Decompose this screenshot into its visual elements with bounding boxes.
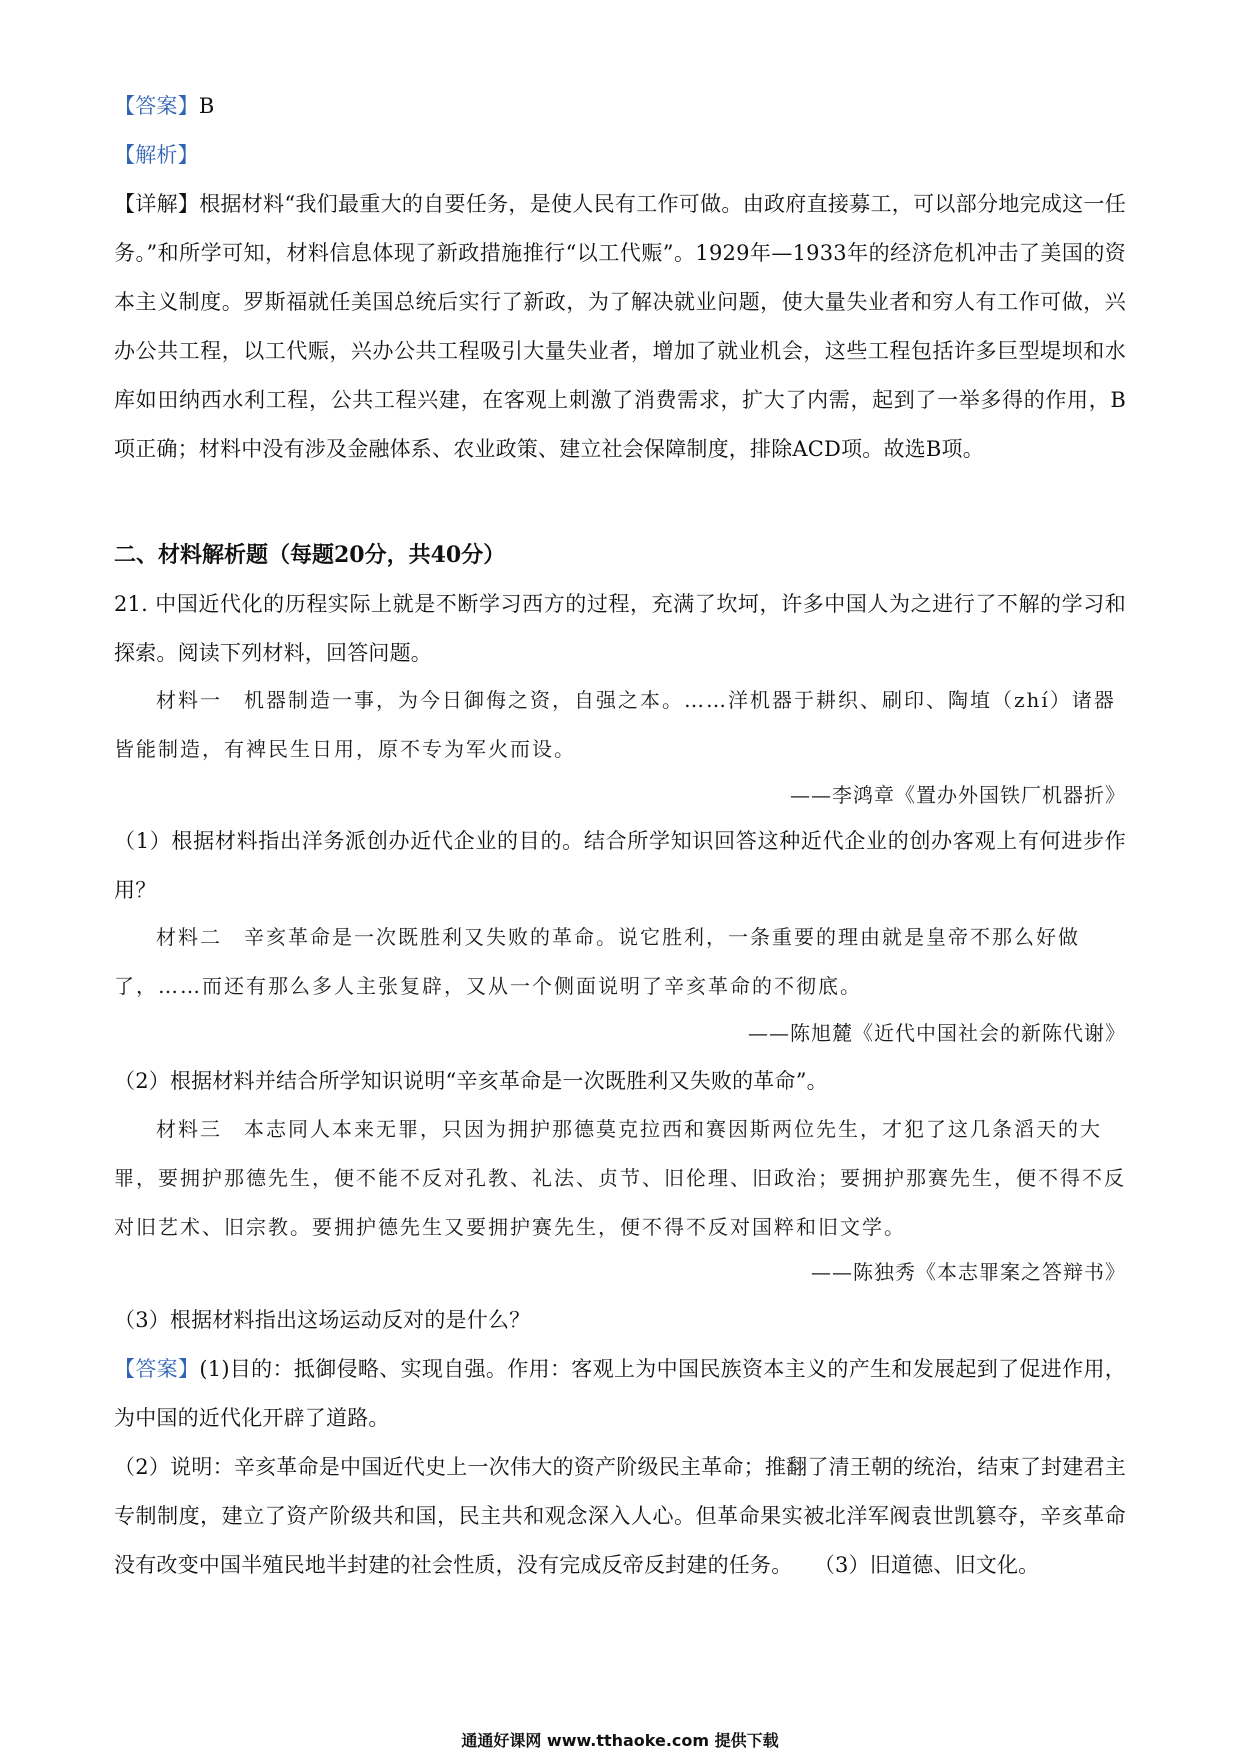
question-2: （2）根据材料并结合所学知识说明“辛亥革命是一次既胜利又失败的革命”。 bbox=[114, 1069, 828, 1093]
analysis-tag-line bbox=[114, 131, 1126, 180]
material-2-source: ——陈旭麓《近代中国社会的新陈代谢》 bbox=[748, 1021, 1126, 1045]
footer-credit: 通通好课网 www.tthaoke.com 提供下载 bbox=[461, 1731, 779, 1750]
analysis-tag: 【解析】 bbox=[114, 143, 199, 167]
q21-answer-tag: 【答案】 bbox=[114, 1357, 200, 1381]
answer-1-text: (1)目的：抵御侵略、实现自强。作用：客观上为中国民族资本主义的产生和发展起到了促进作用，为中国的近代化开辟了道路。 bbox=[114, 1357, 1126, 1430]
q21-stem: 21. 中国近代化的历程实际上就是不断学习西方的过程，充满了坎坷，许多中国人为之进行了不解的学习和探索。阅读下列材料，回答问题。 bbox=[114, 592, 1126, 665]
answer-value: B bbox=[198, 94, 215, 118]
material-2: 材料二 辛亥革命是一次既胜利又失败的革命。说它胜利，一条重要的理由就是皇帝不那么好做了，……而还有那么多人主张复辟，又从一个侧面说明了辛亥革命的不彻底。 bbox=[114, 925, 1080, 998]
section-heading: 二、材料解析题（每题20分，共40分） bbox=[114, 542, 506, 568]
question-1: （1）根据材料指出洋务派创办近代企业的目的。结合所学知识回答这种近代企业的创办客观上有何进步作用？ bbox=[114, 829, 1126, 902]
answer-3-text: （3）旧道德、旧文化。 bbox=[824, 1553, 1040, 1577]
answer-2 bbox=[114, 1443, 1126, 1590]
question-3: （3）根据材料指出这场运动反对的是什么？ bbox=[114, 1308, 531, 1332]
material-3-source: ——陈独秀《本志罪案之答辩书》 bbox=[811, 1260, 1126, 1284]
detail-text: 根据材料“我们最重大的自要任务，是使人民有工作可做。由政府直接募工，可以部分地完成这一任务。”和所学可知，材料信息体现了新政措施推行“以工代赈”。1929年—1933年的经济危机冲击了美国的资本主义制度。罗斯福就任美国总统后实行了新政，为了解决就业问题，使大量失业者和穷人有工作可做，兴办公共工程，以工代赈，兴办公共工程吸引大量失业者，增加了就业机会，这些工程包括许多巨型堤坝和水库如田纳西水利工程，公共工程兴建，在客观上刺激了消费需求，扩大了内需，起到了一举多得的作用，B项正确；材料中没有涉及金融体系、农业政策、建立社会保障制度，排除ACD项。故选B项。 bbox=[114, 192, 1126, 461]
answer-2-text: （2）说明：辛亥革命是中国近代史上一次伟大的资产阶级民主革命；推翻了清王朝的统治，结束了封建君主专制制度，建立了资产阶级共和国，民主共和观念深入人心。但革命果实被北洋军阀袁世凯篡夺，辛亥革命没有改变中国半殖民地半封建的社会性质，没有完成反帝反封建的任务。 bbox=[114, 1455, 1126, 1577]
material-1-source: ——李鸿章《置办外国铁厂机器折》 bbox=[790, 783, 1126, 807]
q20-answer-line bbox=[114, 82, 1126, 131]
detail-tag: 【详解】 bbox=[114, 192, 200, 216]
answer-1 bbox=[114, 1345, 1126, 1443]
material-1: 材料一 机器制造一事，为今日御侮之资，自强之本。……洋机器于耕织、刷印、陶埴（zhí）诸器皆能制造，有裨民生日用，原不专为军火而设。 bbox=[114, 688, 1116, 761]
detail-paragraph bbox=[114, 180, 1126, 474]
answer-tag: 【答案】 bbox=[114, 94, 199, 118]
material-3: 材料三 本志同人本来无罪，只因为拥护那德莫克拉西和赛因斯两位先生，才犯了这几条滔天的大罪，要拥护那德先生，便不能不反对孔教、礼法、贞节、旧伦理、旧政治；要拥护那赛先生，便不得不反对旧艺术、旧宗教。要拥护德先生又要拥护赛先生，便不得不反对国粹和旧文学。 bbox=[114, 1117, 1126, 1239]
